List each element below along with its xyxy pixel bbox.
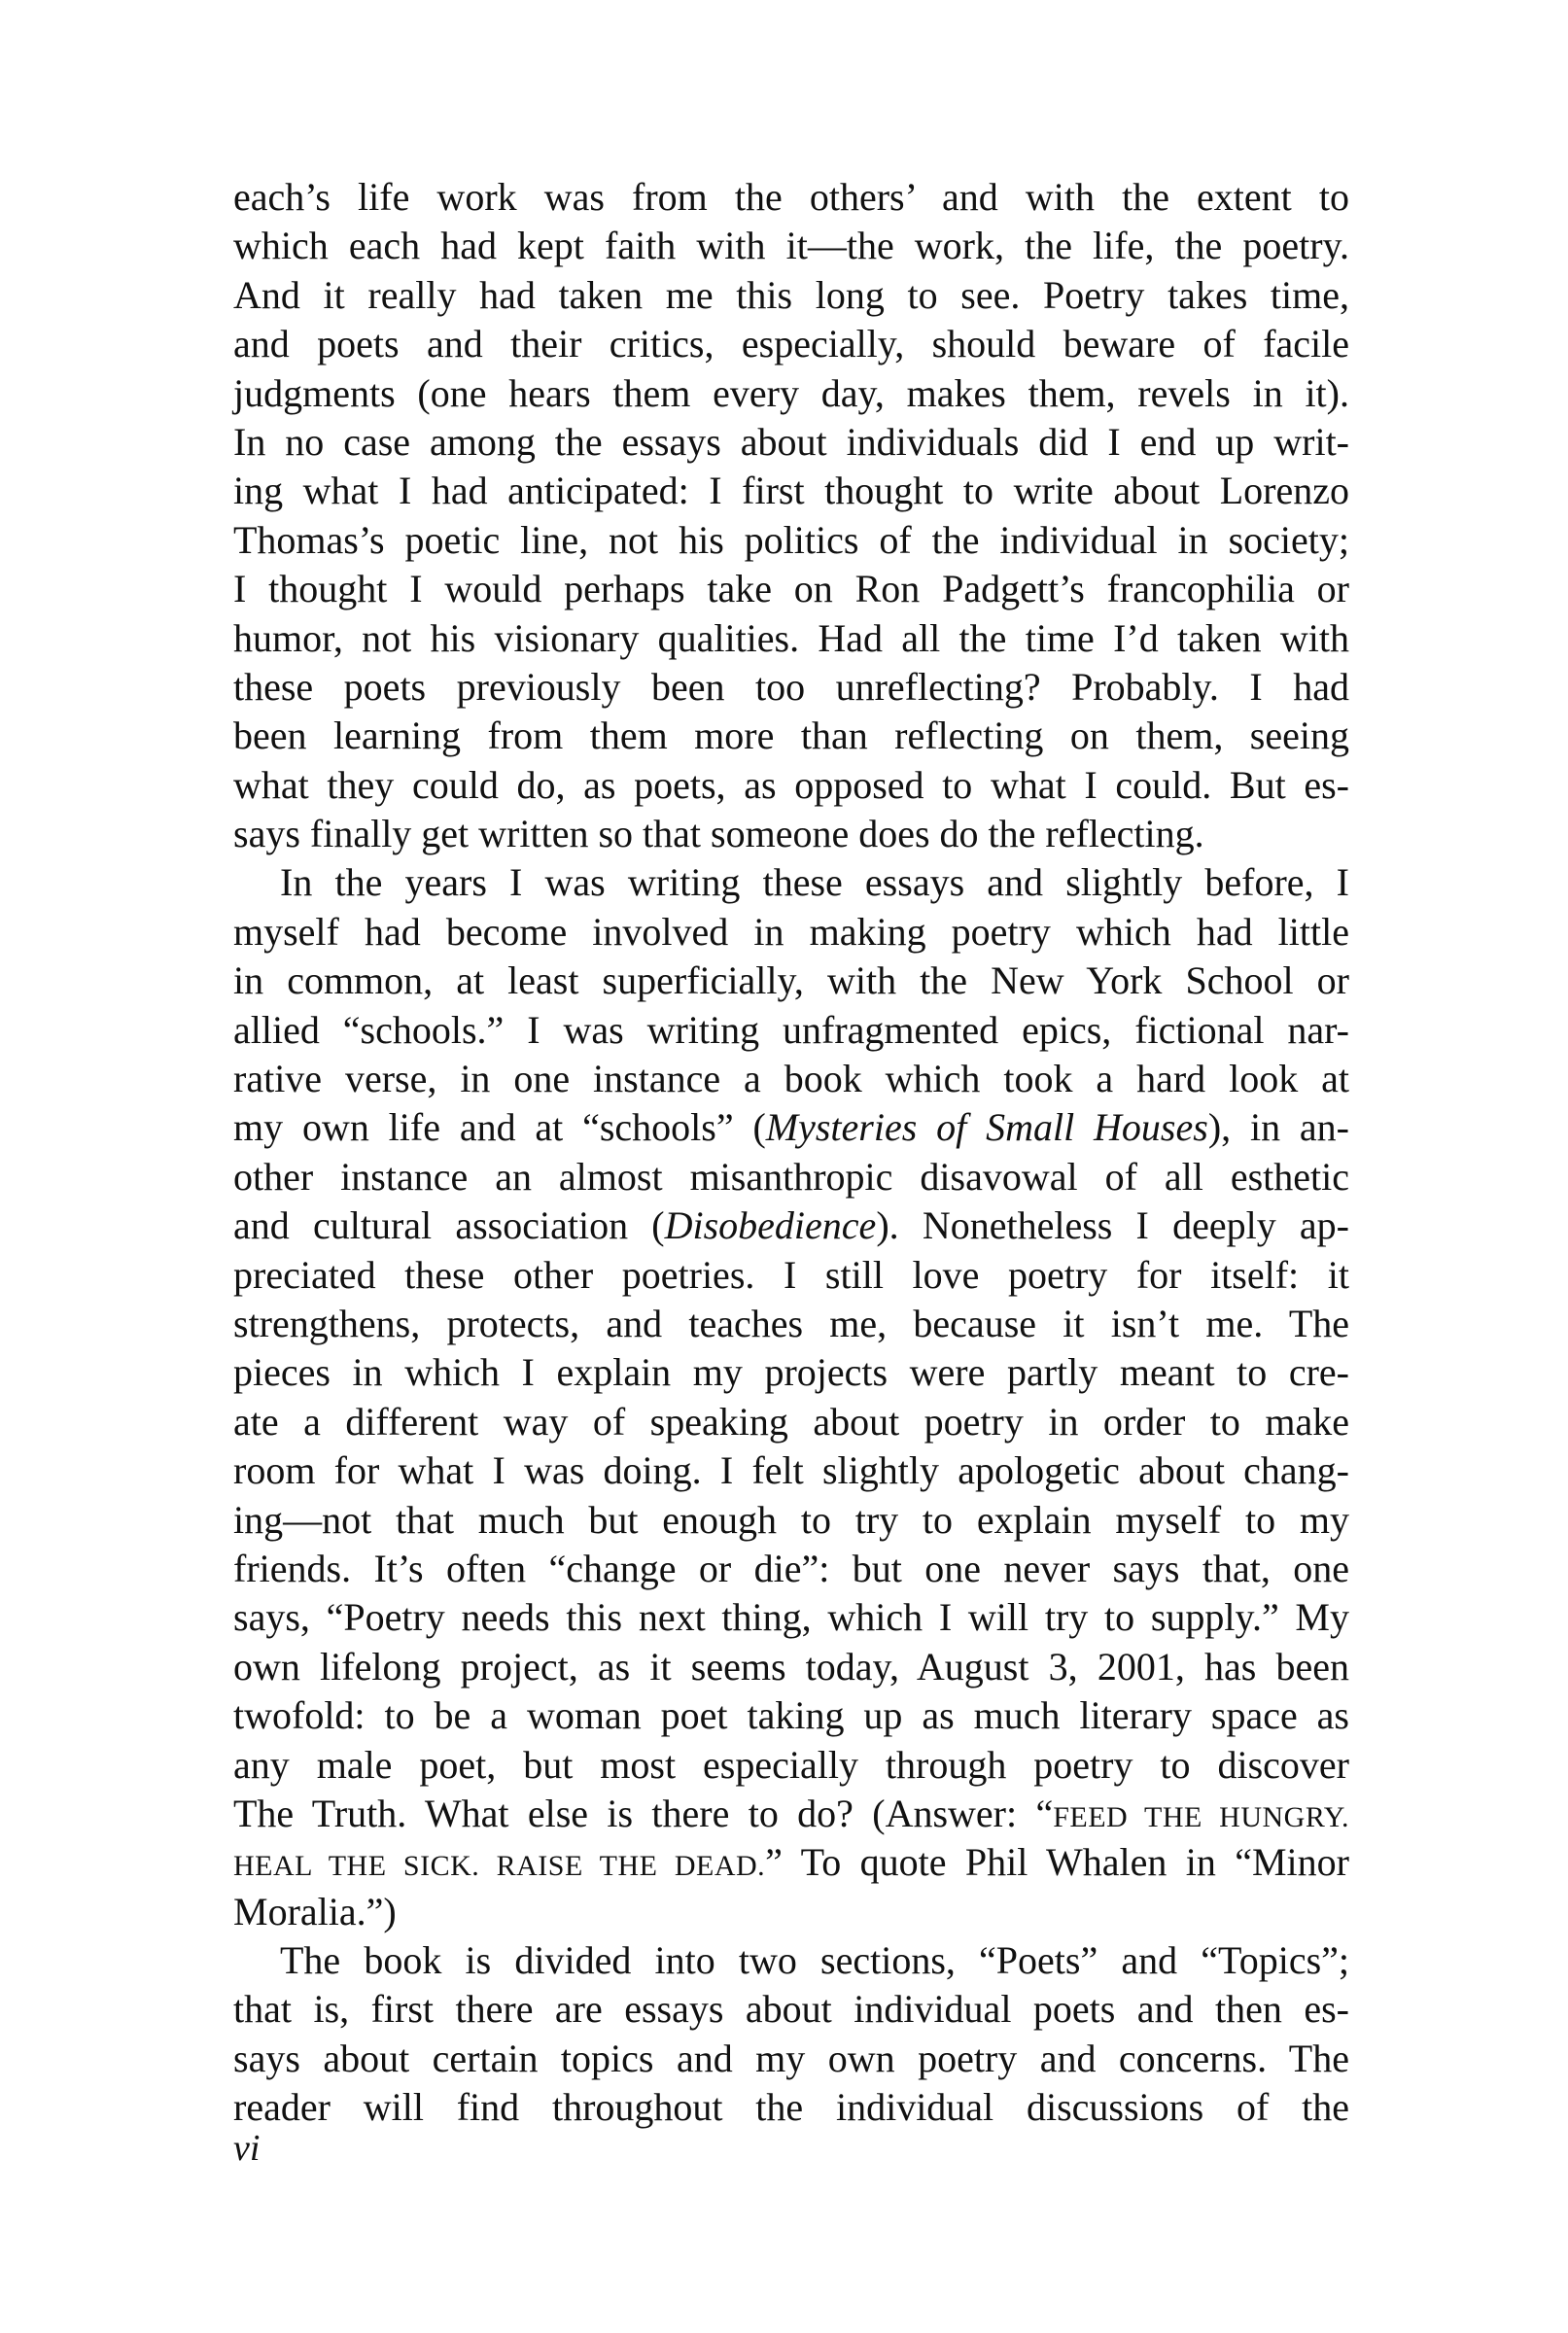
text-line: [233, 1201, 1349, 1250]
text-run: ), in an-: [1207, 1105, 1349, 1150]
text-line: The book is divided into two sections, “Poets” and “Topics”;: [280, 1938, 1349, 1983]
text-line: these poets previously been too unreflecting? Probably. I had: [233, 664, 1349, 709]
text-line: pieces in which I explain my projects were partly meant to cre-: [233, 1350, 1349, 1395]
text-line: friends. It’s often “change or die”: but one never says that, one: [233, 1546, 1349, 1590]
text-run: ). Nonetheless I deeply ap-: [876, 1203, 1349, 1248]
text-line: room for what I was doing. I felt slightly apologetic about chang-: [233, 1448, 1349, 1493]
text-line: other instance an almost misanthropic disavowal of all esthetic: [233, 1154, 1349, 1199]
text-line: which each had kept faith with it—the work, the life, the poetry.: [233, 224, 1349, 268]
text-line: says about certain topics and my own poetry and concerns. The: [233, 2036, 1349, 2080]
text-line: what they could do, as poets, as opposed to what I could. But es-: [233, 762, 1349, 807]
page-number: vi: [233, 2128, 261, 2169]
text-line: And it really had taken me this long to see. Poetry takes time,: [233, 272, 1349, 317]
text-line: [233, 1790, 1349, 1838]
page-body: [233, 173, 1349, 2133]
small-caps-text: FEED THE HUNGRY.: [1053, 1800, 1349, 1833]
text-line: own lifelong project, as it seems today, August 3, 2001, has been: [233, 1644, 1349, 1689]
text-line: judgments (one hears them every day, makes them, revels in it).: [233, 370, 1349, 415]
book-title-italic: Disobedience: [664, 1203, 877, 1248]
text-run: my own life and at “schools” (: [233, 1105, 766, 1150]
text-line: each’s life work was from the others’ and with the extent to: [233, 175, 1349, 219]
book-title-italic: Mysteries of Small Houses: [765, 1105, 1208, 1150]
text-line: I thought I would perhaps take on Ron Padgett’s francophilia or: [233, 567, 1349, 611]
text-run: and cultural association (: [233, 1203, 665, 1248]
text-line: In the years I was writing these essays and slightly before, I: [280, 860, 1349, 905]
text-line: Thomas’s poetic line, not his politics of the individual in society;: [233, 517, 1349, 562]
text-line: any male poet, but most especially through poetry to discover: [233, 1742, 1349, 1787]
text-line: ate a different way of speaking about poetry in order to make: [233, 1399, 1349, 1444]
text-line: ing—not that much but enough to try to explain myself to my: [233, 1497, 1349, 1542]
text-line: and poets and their critics, especially, should beware of facile: [233, 322, 1349, 366]
text-line: humor, not his visionary qualities. Had all the time I’d taken with: [233, 615, 1349, 660]
text-line: twofold: to be a woman poet taking up as much literary space as: [233, 1693, 1349, 1738]
text-run: The Truth. What else is there to do? (Answer: “: [233, 1791, 1054, 1835]
text-line: ing what I had anticipated: I first thought to write about Lorenzo: [233, 469, 1349, 513]
text-line: says finally get written so that someone does do the reflecting.: [233, 812, 1204, 856]
text-line: reader will find throughout the individual discussions of the: [233, 2085, 1349, 2130]
small-caps-text: HEAL THE SICK. RAISE THE DEAD.: [233, 1850, 766, 1883]
text-line: strengthens, protects, and teaches me, because it isn’t me. The: [233, 1301, 1349, 1345]
text-line: [233, 1838, 1349, 1887]
text-line: myself had become involved in making poetry which had little: [233, 909, 1349, 954]
text-line: [233, 1103, 1349, 1152]
text-line: that is, first there are essays about individual poets and then es-: [233, 1987, 1349, 2032]
text-line: been learning from them more than reflecting on them, seeing: [233, 714, 1349, 758]
text-line: rative verse, in one instance a book which took a hard look at: [233, 1057, 1349, 1101]
text-line: preciated these other poetries. I still love poetry for itself: it: [233, 1252, 1349, 1297]
text-run: ” To quote Phil Whalen in “Minor: [765, 1840, 1349, 1885]
text-line: in common, at least superficially, with the New York School or: [233, 958, 1349, 1003]
text-line: Moralia.”): [233, 1889, 397, 1933]
text-line: allied “schools.” I was writing unfragmented epics, fictional nar-: [233, 1007, 1349, 1052]
text-line: says, “Poetry needs this next thing, which I will try to supply.” My: [233, 1595, 1349, 1640]
text-line: In no case among the essays about individuals did I end up writ-: [233, 419, 1349, 464]
